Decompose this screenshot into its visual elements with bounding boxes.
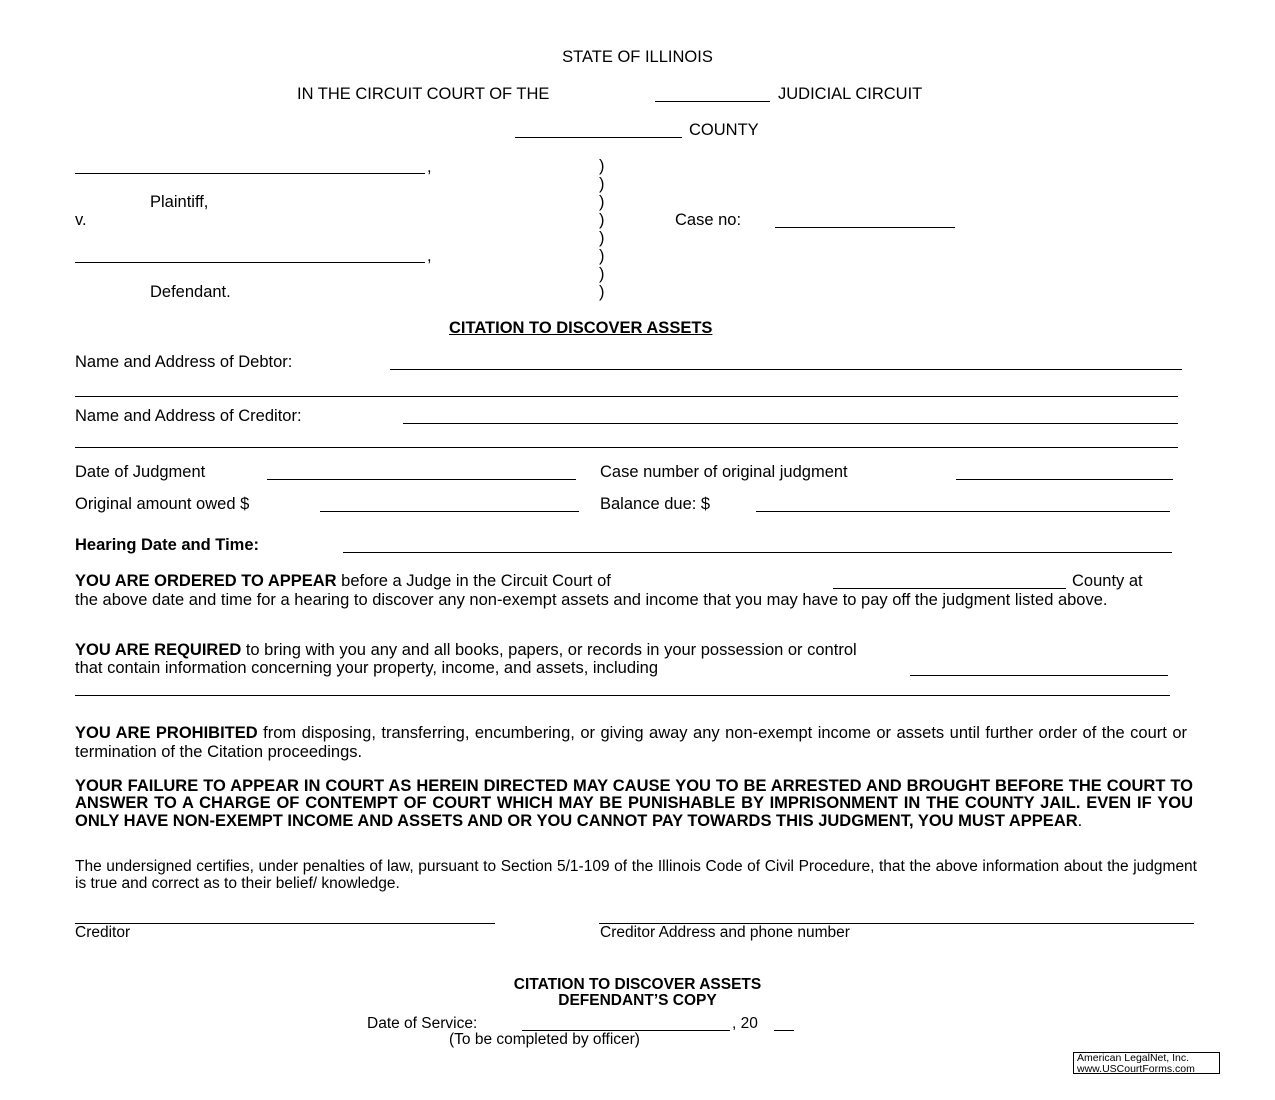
officer-note: (To be completed by officer) xyxy=(449,1031,640,1048)
hearing-blank[interactable] xyxy=(343,552,1172,553)
appear-county-blank[interactable] xyxy=(833,588,1066,589)
state-heading: STATE OF ILLINOIS xyxy=(562,48,713,66)
orig-amount-label: Original amount owed $ xyxy=(75,495,250,513)
failure-warning: YOUR FAILURE TO APPEAR IN COURT AS HEREIN DIRECTED MAY CAUSE YOU TO BE ARRESTED AND BROUGHT BEFORE THE COURT TO ANSWER TO A CHARGE OF CONTEMPT OF COURT WHICH MAY BE PUNISHABLE BY IMPRISONMENT IN THE COUNTY JAIL. EVEN IF YOU ONLY HAVE NON-EXEMPT INCOME AND ASSETS AND OR YOU CANNOT PAY TOWARDS THIS JUDGMENT, YOU MUST APPEAR. xyxy=(75,777,1193,830)
stamp-line-2: www.USCourtForms.com xyxy=(1077,1063,1195,1075)
debtor-label: Name and Address of Debtor: xyxy=(75,353,293,371)
defendant-name-blank[interactable] xyxy=(75,262,425,263)
footer-title-1: CITATION TO DISCOVER ASSETS xyxy=(513,976,762,993)
judicial-circuit-blank[interactable] xyxy=(655,101,770,102)
judgment-date-blank[interactable] xyxy=(267,479,576,480)
appear-paragraph: the above date and time for a hearing to discover any non-exempt assets and income that you may have to pay off the judgment listed above. xyxy=(75,591,1108,609)
prohibited-paragraph: YOU ARE PROHIBITED from disposing, transferring, encumbering, or giving away any non-exempt income or assets until further order of the court or termination of the Citation proceedings. xyxy=(75,724,1187,761)
service-date-label: Date of Service: xyxy=(367,1015,478,1032)
creditor-blank[interactable] xyxy=(403,423,1178,424)
orig-case-blank[interactable] xyxy=(956,479,1173,480)
debtor-blank-2[interactable] xyxy=(75,396,1178,397)
orig-amount-blank[interactable] xyxy=(320,511,579,512)
publisher-stamp xyxy=(1073,1052,1220,1074)
creditor-blank-2[interactable] xyxy=(75,447,1178,448)
creditor-address-label: Creditor Address and phone number xyxy=(600,924,850,941)
defendant-comma: , xyxy=(427,247,432,265)
defendant-label: Defendant. xyxy=(150,283,231,301)
required-line-2: that contain information concerning your property, income, and assets, including xyxy=(75,659,659,677)
court-suffix: JUDICIAL CIRCUIT xyxy=(778,85,923,103)
plaintiff-label: Plaintiff, xyxy=(150,193,209,211)
case-no-blank[interactable] xyxy=(775,227,955,228)
service-year-label: , 20 xyxy=(732,1015,758,1032)
case-no-label: Case no: xyxy=(675,211,742,229)
stamp-line-1: American LegalNet, Inc. xyxy=(1077,1052,1190,1064)
required-including-blank[interactable] xyxy=(910,675,1168,676)
caption-parentheses: ) ) ) ) ) ) ) ) xyxy=(599,157,605,301)
required-line-1: YOU ARE REQUIRED to bring with you any and all books, papers, or records in your possession or control xyxy=(75,641,857,659)
county-label: COUNTY xyxy=(689,121,759,139)
document-title: CITATION TO DISCOVER ASSETS xyxy=(449,319,713,337)
creditor-signature-label: Creditor xyxy=(75,924,131,941)
service-year-blank[interactable] xyxy=(774,1030,794,1031)
balance-blank[interactable] xyxy=(756,511,1170,512)
balance-label: Balance due: $ xyxy=(600,495,711,513)
hearing-label: Hearing Date and Time: xyxy=(75,536,259,554)
plaintiff-name-blank[interactable] xyxy=(75,173,425,174)
orig-case-label: Case number of original judgment xyxy=(600,463,848,481)
required-blank-2[interactable] xyxy=(75,695,1170,696)
footer-title-2: DEFENDANT’S COPY xyxy=(558,992,717,1009)
plaintiff-comma: , xyxy=(427,158,432,176)
county-blank[interactable] xyxy=(515,137,682,138)
creditor-label: Name and Address of Creditor: xyxy=(75,407,302,425)
court-prefix: IN THE CIRCUIT COURT OF THE xyxy=(297,85,550,103)
debtor-blank[interactable] xyxy=(390,369,1182,370)
appear-line-1: YOU ARE ORDERED TO APPEAR before a Judge in the Circuit Court of xyxy=(75,572,611,590)
versus-label: v. xyxy=(75,211,87,229)
certification-paragraph: The undersigned certifies, under penalties of law, pursuant to Section 5/1-109 of the Illinois Code of Civil Procedure, that the above information about the judgment is true and correct as to their belief/ knowledge. xyxy=(75,858,1197,892)
judgment-date-label: Date of Judgment xyxy=(75,463,206,481)
appear-county-label: County at xyxy=(1072,572,1143,590)
creditor-signature-line[interactable] xyxy=(75,923,495,924)
